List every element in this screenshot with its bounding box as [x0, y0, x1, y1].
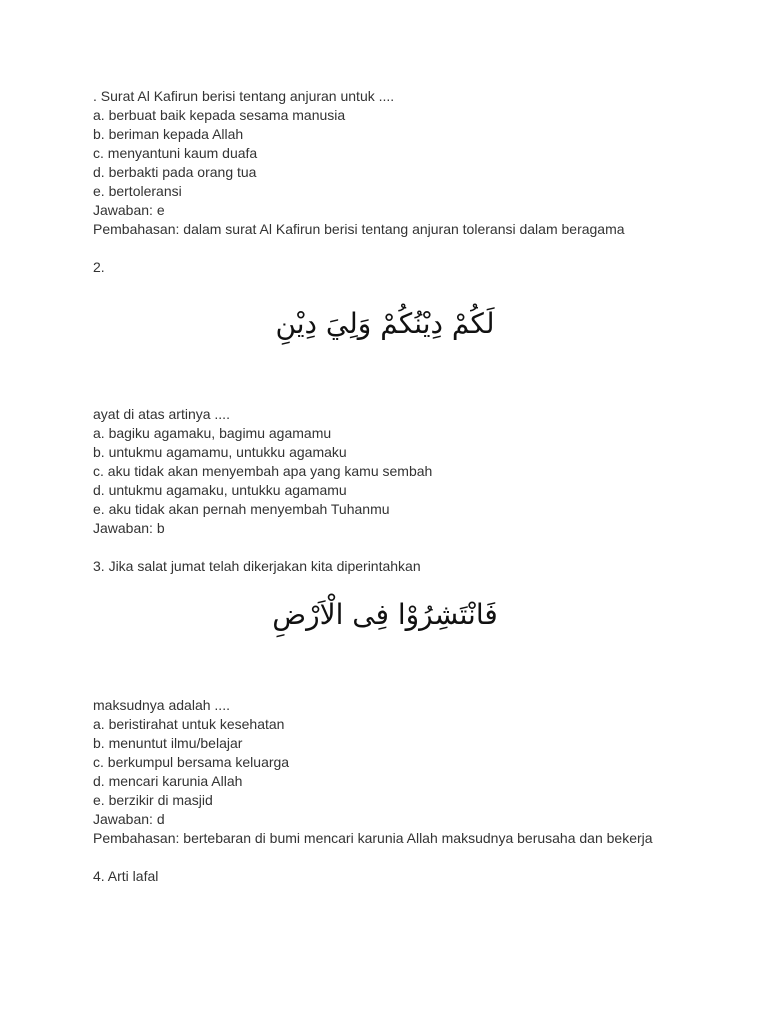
spacer	[93, 848, 733, 867]
option-e: e. berzikir di masjid	[93, 792, 213, 808]
option-b: b. untukmu agamamu, untukku agamaku	[93, 444, 347, 460]
option-c: c. berkumpul bersama keluarga	[93, 754, 290, 770]
spacer	[93, 239, 733, 258]
explanation: Pembahasan: dalam surat Al Kafirun berisi tentang anjuran toleransi dalam beragama	[93, 221, 625, 237]
option-e: e. aku tidak akan pernah menyembah Tuhanmu	[93, 501, 390, 517]
question-text: . Surat Al Kafirun berisi tentang anjuran untuk ....	[93, 88, 395, 104]
option-c: c. menyantuni kaum duafa	[93, 145, 258, 161]
question-2	[93, 258, 733, 538]
spacer	[93, 538, 733, 557]
answer: Jawaban: d	[93, 811, 165, 827]
option-b: b. beriman kepada Allah	[93, 126, 244, 142]
question-number: 2.	[93, 259, 105, 275]
option-a: a. berbuat baik kepada sesama manusia	[93, 107, 346, 123]
option-a: a. beristirahat untuk kesehatan	[93, 716, 285, 732]
option-a: a. bagiku agamaku, bagimu agamamu	[93, 425, 332, 441]
question-1	[93, 87, 733, 239]
explanation: Pembahasan: bertebaran di bumi mencari karunia Allah maksudnya berusaha dan bekerja	[93, 830, 653, 846]
option-b: b. menuntut ilmu/belajar	[93, 735, 243, 751]
option-e: e. bertoleransi	[93, 183, 182, 199]
option-d: d. mencari karunia Allah	[93, 773, 243, 789]
arabic-verse: لَكُمْ دِيْنُكُمْ وَلِيَ دِيْنِ	[275, 307, 495, 340]
option-d: d. berbakti pada orang tua	[93, 164, 257, 180]
answer: Jawaban: b	[93, 520, 165, 536]
question-4	[93, 867, 733, 886]
question-intro: 3. Jika salat jumat telah dikerjakan kita diperintahkan	[93, 558, 421, 574]
question-intro: 4. Arti lafal	[93, 868, 159, 884]
question-text: maksudnya adalah ....	[93, 697, 230, 713]
option-d: d. untukmu agamaku, untukku agamamu	[93, 482, 347, 498]
question-3	[93, 557, 733, 848]
question-text: ayat di atas artinya ....	[93, 406, 230, 422]
option-c: c. aku tidak akan menyembah apa yang kamu sembah	[93, 463, 433, 479]
answer: Jawaban: e	[93, 202, 165, 218]
arabic-verse: فَانْتَشِرُوْا فِى الْاَرْضِ	[272, 598, 498, 631]
document-body	[93, 87, 733, 886]
